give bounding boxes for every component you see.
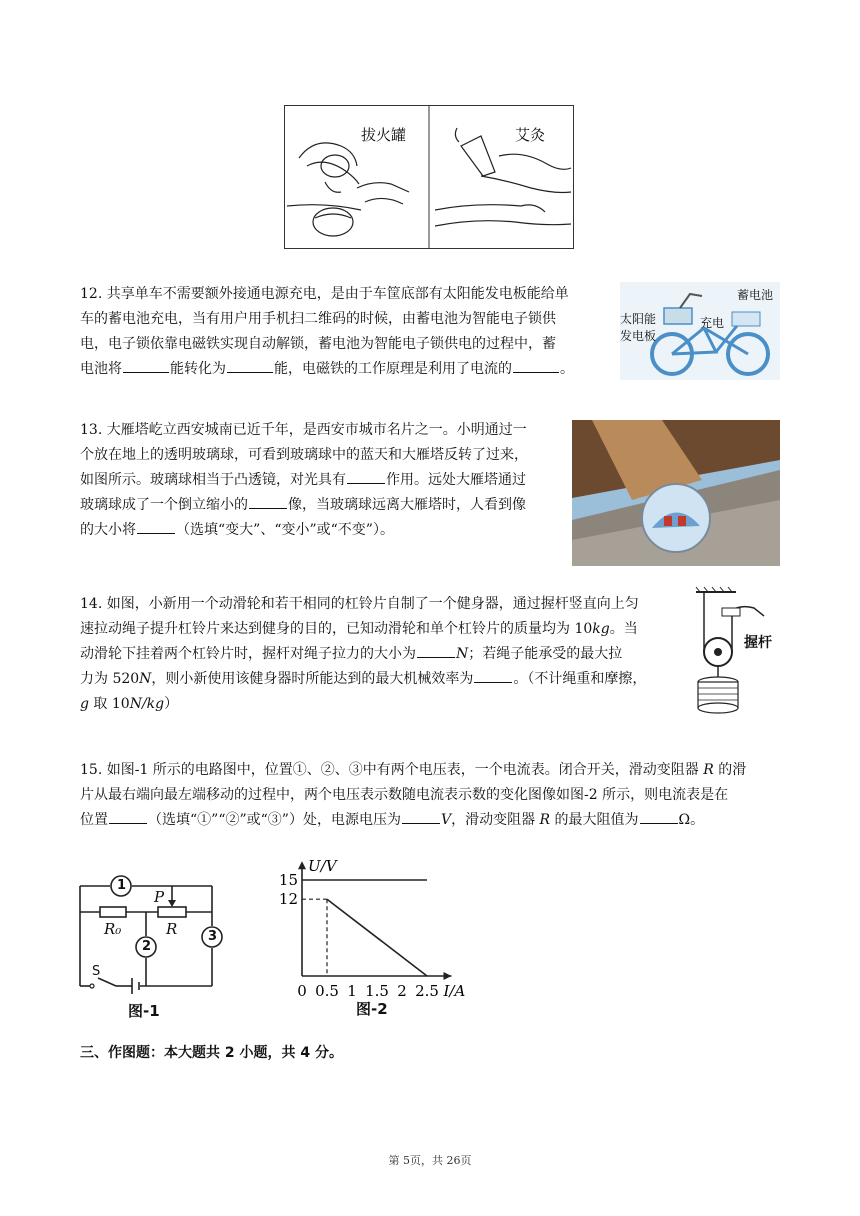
q14-text-4b: ，则小新使用该健身器时所能达到的最大机械效率为	[151, 671, 474, 687]
solar-label-2: 发电板	[620, 329, 657, 343]
q13-line-5	[80, 518, 570, 543]
q12-text-a: 电池将	[80, 361, 122, 377]
q15-text-3a: 位置	[80, 812, 108, 828]
q15-line-1	[80, 758, 780, 783]
tcm-figure	[284, 105, 574, 249]
section-3-title: 三、作图题：本大题共 2 小题，共 4 分。	[80, 1045, 343, 1061]
graph-caption: 图-2	[356, 1000, 388, 1018]
q14-unit-nkg: N/kg	[129, 696, 165, 712]
ui-graph-svg	[276, 858, 476, 998]
q12-text-d: 。	[560, 361, 574, 377]
q13-text-3b: 作用。远处大雁塔通过	[386, 472, 526, 488]
question-13	[80, 418, 570, 543]
q15-blank-2[interactable]	[402, 809, 440, 824]
q14-line-5	[80, 692, 680, 717]
q14-text-2b: 。当	[609, 621, 638, 637]
question-15	[80, 758, 780, 833]
charge-label: 充电	[700, 316, 725, 330]
q15-line-2: 片从最右端向最左端移动的过程中，两个电压表示数随电流表示数的变化图像如图-2 所示，则电流表是在	[80, 787, 729, 803]
question-14	[80, 592, 680, 717]
q14-blank-2[interactable]	[474, 668, 512, 683]
moxibustion-label: 艾灸	[515, 126, 546, 144]
q14-text-4c: 。（不计绳重和摩擦，	[513, 671, 647, 687]
y-tick-label: 15	[278, 871, 298, 889]
q14-line-1: 14. 如图，小新用一个动滑轮和若干相同的杠铃片自制了一个健身器，通过握杆竖直向上匀	[80, 596, 639, 612]
solar-label-1: 太阳能	[620, 312, 657, 326]
pulley-figure	[692, 586, 788, 726]
series-2-line	[327, 899, 427, 976]
q15-unit-v: V	[440, 812, 452, 828]
q15-line-3	[80, 808, 780, 833]
y-tick-label: 12	[278, 890, 298, 909]
q13-text-4a: 玻璃球成了一个倒立缩小的	[80, 497, 248, 513]
q14-unit-n2: N	[139, 671, 152, 687]
q13-blank-1[interactable]	[347, 469, 385, 484]
glass-ball-photo	[572, 420, 780, 566]
page-footer: 第 5页，共 26页	[388, 1154, 472, 1167]
r-label: R	[166, 920, 178, 938]
q14-blank-1[interactable]	[417, 643, 455, 658]
q14-line-3	[80, 642, 680, 667]
ui-graph	[276, 858, 476, 1024]
question-12	[80, 282, 610, 382]
meter-1-label: 1	[117, 878, 127, 893]
bike-photo	[620, 282, 780, 380]
q13-line-4	[80, 493, 570, 518]
q13-line-2: 个放在地上的透明玻璃球，可看到玻璃球中的蓝天和大雁塔反转了过来，	[80, 447, 528, 463]
x-tick-label: 1	[347, 982, 357, 998]
q12-line-1: 12. 共享单车不需要额外接通电源充电，是由于车筐底部有太阳能发电板能给单	[80, 286, 569, 302]
x-tick-label: 0	[297, 982, 307, 998]
x-tick-label: 0.5	[315, 982, 339, 998]
q14-text-2a: 速拉动绳子提升杠铃片来达到健身的目的，已知动滑轮和单个杠铃片的质量均为 10	[80, 621, 593, 637]
q14-text-3b: ；若绳子能承受的最大拉	[468, 646, 623, 662]
q15-text-3e: Ω。	[678, 812, 705, 828]
y-axis-label: U/V	[308, 858, 337, 876]
switch-s-label: S	[92, 964, 101, 979]
x-tick-label: 1.5	[365, 982, 389, 998]
q14-unit-n1: N	[456, 646, 469, 662]
q15-blank-1[interactable]	[109, 809, 147, 824]
q12-line-2: 车的蓄电池充电，当有用户用手机扫二维码的时候，由蓄电池为智能电子锁供	[80, 311, 556, 327]
q14-unit-kg: kg	[592, 621, 610, 637]
y-axis-arrow	[298, 861, 306, 869]
q15-r-1: R	[703, 762, 714, 778]
q12-line-4	[80, 357, 610, 382]
meter-2-label: 2	[142, 939, 152, 954]
x-tick-label: 2	[397, 982, 407, 998]
q15-text-1a: 15. 如图-1 所示的电路图中，位置①、②、③中有两个电压表，一个电流表。闭合开关，滑动变阻器	[80, 762, 704, 778]
q14-text-4a: 力为 520	[80, 671, 140, 687]
q13-text-3a: 如图所示。玻璃球相当于凸透镜，对光具有	[80, 472, 346, 488]
q13-blank-3[interactable]	[137, 519, 175, 534]
q12-text-c: 能，电磁铁的工作原理是利用了电流的	[274, 361, 512, 377]
q15-r-2: R	[539, 812, 551, 828]
q12-line-3: 电，电子锁依靠电磁铁实现自动解锁，蓄电池为智能电子锁供电的过程中，蓄	[80, 336, 556, 352]
circuit-diagram	[76, 874, 236, 1024]
q14-g: g	[80, 696, 89, 712]
q14-line-2	[80, 617, 680, 642]
q13-blank-2[interactable]	[249, 494, 287, 509]
x-axis-arrow	[444, 972, 452, 980]
grip-label: 握杆	[744, 635, 772, 651]
q15-text-3d: 的最大阻值为	[550, 812, 639, 828]
meter-3-label: 3	[208, 929, 218, 944]
pulley-illustration	[692, 586, 788, 726]
q12-blank-2[interactable]	[227, 358, 273, 373]
q13-line-3	[80, 468, 570, 493]
battery-label: 蓄电池	[737, 288, 774, 302]
q12-blank-3[interactable]	[513, 358, 559, 373]
q13-text-5b: （选填“变大”、“变小”或“不变”）。	[176, 522, 394, 538]
circuit-caption: 图-1	[128, 1002, 160, 1020]
q13-text-4b: 像，当玻璃球远离大雁塔时，人看到像	[288, 497, 526, 513]
q13-text-5a: 的大小将	[80, 522, 136, 538]
cupping-label: 拔火罐	[361, 126, 407, 144]
q15-blank-3[interactable]	[640, 809, 678, 824]
slider-p-label: P	[154, 888, 165, 906]
r0-label: R₀	[104, 920, 122, 938]
q15-text-3b: （选填“①”“②”或“③”）处，电源电压为	[148, 812, 401, 828]
x-tick-label: 2.5	[415, 982, 439, 998]
x-axis-label: I/A	[443, 982, 466, 998]
q14-text-3a: 动滑轮下挂着两个杠铃片时，握杆对绳子拉力的大小为	[80, 646, 416, 662]
q15-text-3c: ，滑动变阻器	[451, 812, 540, 828]
q12-text-b: 能转化为	[170, 361, 226, 377]
q15-text-1b: 的滑	[713, 762, 747, 778]
q14-text-5b: ）	[164, 696, 179, 712]
glass-ball-illustration	[572, 420, 780, 566]
q14-line-4	[80, 667, 680, 692]
q13-line-1: 13. 大雁塔屹立西安城南已近千年，是西安市城市名片之一。小明通过一	[80, 422, 527, 438]
q12-blank-1[interactable]	[123, 358, 169, 373]
q14-text-5a: 取 10	[88, 696, 130, 712]
